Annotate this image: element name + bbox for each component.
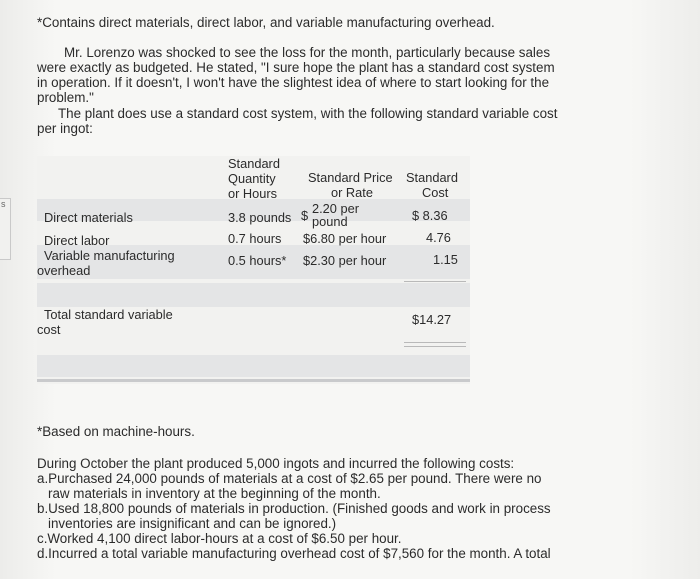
row-label-direct-materials: Direct materials [44,210,133,225]
item-a-line-1: a.Purchased 24,000 pounds of materials at a cost of $2.65 per pound. There were no [37,471,542,486]
total-label-2: cost [37,322,61,337]
table-band-3 [37,283,470,307]
subtotal-underline [404,281,466,282]
header-quantity-1: Standard [228,156,280,171]
total-double-underline-1 [404,342,466,343]
item-a-line-2: raw materials in inventory at the beginning of the month. [48,486,381,501]
intro-line-2: were exactly as budgeted. He stated, "I sure hope the plant has a standard cost system [37,60,555,75]
header-quantity-2: Quantity [228,171,276,186]
header-price-1: Standard Price [308,170,393,185]
table-band-4 [37,355,470,377]
row-label-variable-overhead-1: Variable manufacturing [44,248,175,263]
row-price-dollar: $ [301,208,309,223]
intro-line-3: in operation. If it doesn't, I won't have the slightest idea of where to start looking for the [37,75,550,90]
row-label-variable-overhead-2: overhead [37,263,91,278]
header-quantity-3: or Hours [228,186,278,201]
total-label-1: Total standard variable [44,307,173,322]
item-c-line-1: c.Worked 4,100 direct labor-hours at a cost of $6.50 per hour. [37,531,402,546]
row-price-direct-labor: $6.80 per hour [303,231,387,246]
total-double-underline-2 [404,346,466,347]
row-quantity-variable-overhead: 0.5 hours* [228,253,287,268]
row-cost-variable-overhead: 1.15 [433,252,458,267]
standard-line-1: The plant does use a standard cost system, with the following standard variable cost [58,106,558,121]
intro-line-1: Mr. Lorenzo was shocked to see the loss for the month, particularly because sales [64,45,551,60]
october-intro: During October the plant produced 5,000 ingots and incurred the following costs: [37,456,515,471]
item-b-line-2: inventories are insignificant and can be ignored.) [48,516,337,531]
item-d-line-1: d.Incurred a total variable manufacturing overhead cost of $7,560 for the month. A total [37,546,551,561]
row-cost-direct-labor: 4.76 [426,230,451,245]
standard-line-2: per ingot: [37,121,93,136]
row-cost-direct-materials: $ 8.36 [412,208,448,223]
footnote-contains: *Contains direct materials, direct labor, and variable manufacturing overhead. [37,15,495,30]
page-edge-tab: s [0,198,11,260]
row-label-direct-labor: Direct labor [44,233,110,248]
table-bottom-rule [37,379,470,382]
header-cost-2: Cost [422,185,449,200]
intro-line-4: problem." [37,90,94,105]
row-price-direct-materials-2: pound [312,214,348,229]
header-cost-1: Standard [406,170,458,185]
row-quantity-direct-materials: 3.8 pounds [228,210,292,225]
row-quantity-direct-labor: 0.7 hours [228,231,282,246]
header-price-2: or Rate [331,185,373,200]
row-price-direct-materials-1: 2.20 per [312,201,359,216]
item-b-line-1: b.Used 18,800 pounds of materials in production. (Finished goods and work in process [37,501,551,516]
row-price-variable-overhead: $2.30 per hour [303,253,387,268]
total-cost: $14.27 [412,312,452,327]
footnote-machine-hours: *Based on machine-hours. [37,424,195,439]
